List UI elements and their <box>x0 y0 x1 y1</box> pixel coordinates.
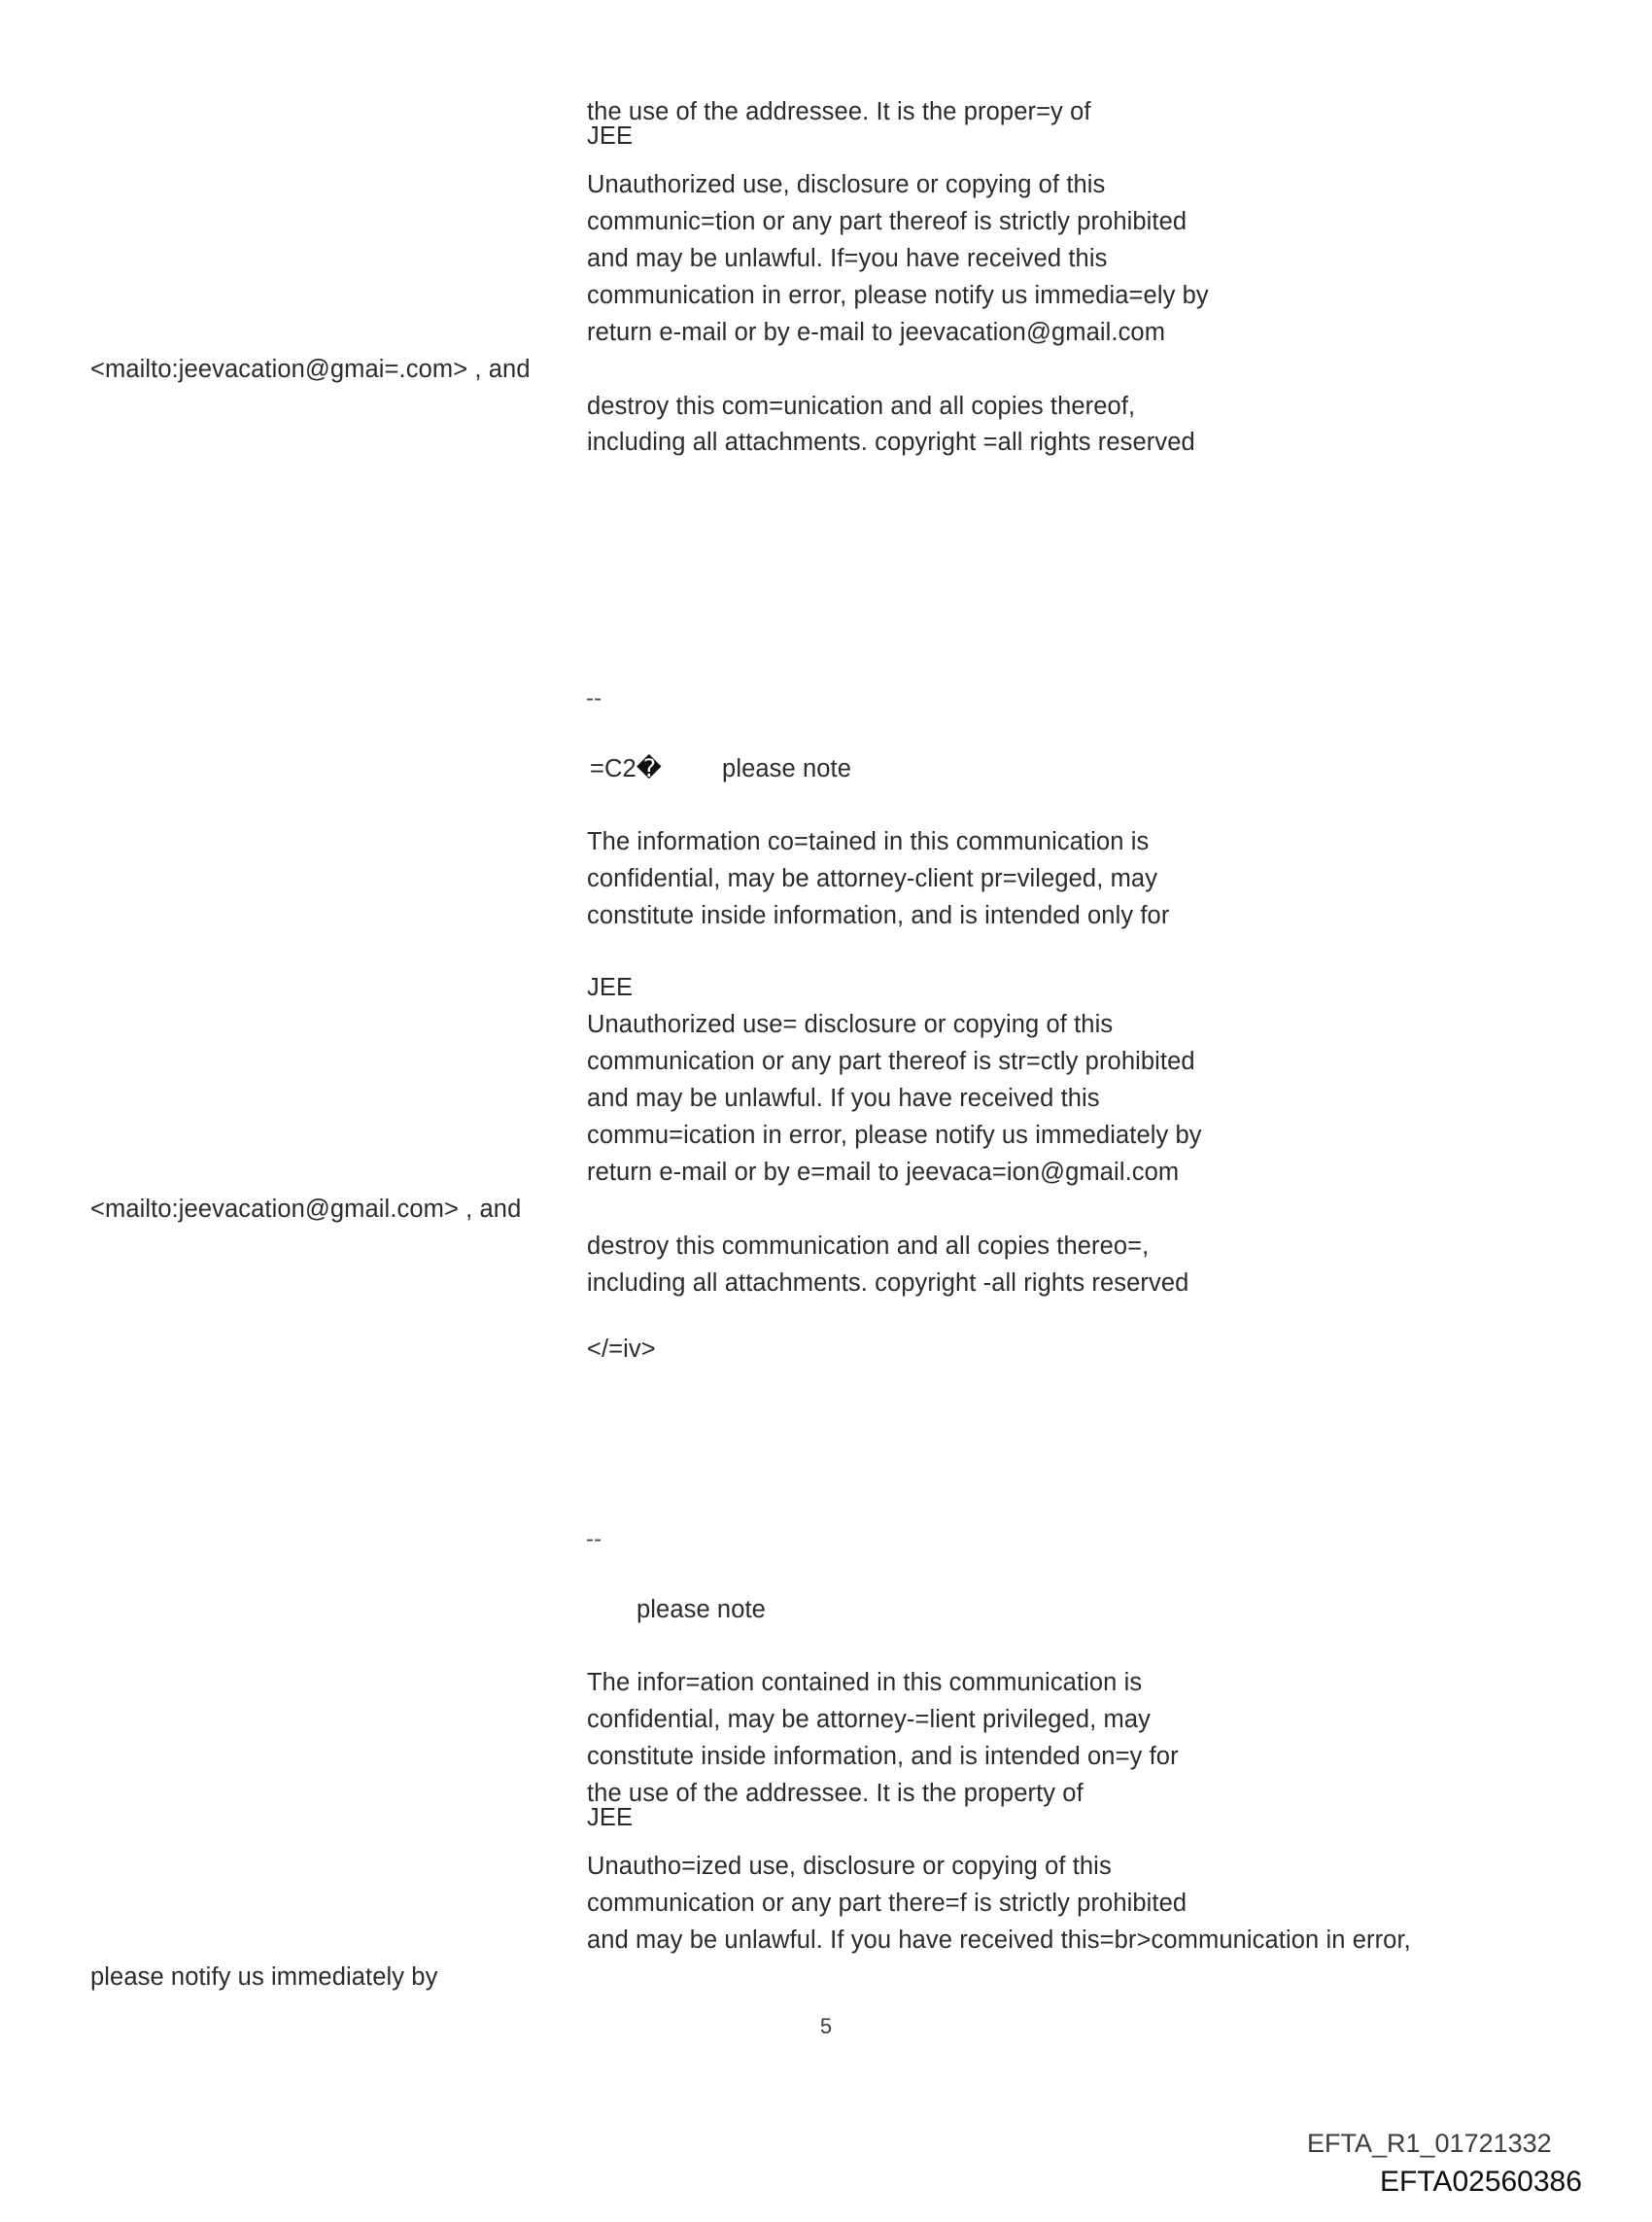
text-line: and may be unlawful. If you have received this=br>communication in error, <box>587 1927 1411 1954</box>
mailto-line: <mailto:jeevacation@gmai=.com> , and <box>90 356 531 383</box>
page-number: 5 <box>819 2014 833 2038</box>
text-line: the use of the addressee. It is the proper=y of <box>587 98 1091 125</box>
text-line: destroy this communication and all copies thereo=, <box>587 1233 1150 1260</box>
text-line: please notify us immediately by <box>90 1963 438 1991</box>
mailto-line: <mailto:jeevacation@gmail.com> , and <box>90 1196 522 1223</box>
quoted-printable-prefix: =C2 <box>590 755 637 782</box>
text-line: JEE <box>587 122 634 150</box>
text-line: communic=tion or any part thereof is strictly prohibited <box>587 208 1187 235</box>
text-line: communication or any part thereof is str=ctly prohibited <box>587 1048 1195 1075</box>
text-line: communication or any part there=f is strictly prohibited <box>587 1890 1187 1917</box>
please-note-heading-3: please note <box>637 1596 766 1623</box>
text-line: Unauthorized use= disclosure or copying of this <box>587 1011 1114 1038</box>
text-line: the use of the addressee. It is the property of <box>587 1780 1084 1807</box>
signature-separator: -- <box>586 1526 602 1552</box>
text-line: communication in error, please notify us immedia=ely by <box>587 282 1209 309</box>
text-line: and may be unlawful. If you have received this <box>587 1085 1100 1112</box>
text-line: The information co=tained in this communication is <box>587 828 1150 855</box>
text-line: and may be unlawful. If=you have received this <box>587 245 1108 272</box>
text-line: The infor=ation contained in this communication is <box>587 1669 1143 1696</box>
text-line: confidential, may be attorney-=lient privileged, may <box>587 1706 1151 1733</box>
bates-number-stamp: EFTA02560386 <box>1380 2166 1582 2198</box>
html-closing-tag-artifact: </=iv> <box>587 1336 656 1363</box>
bates-number-production: EFTA_R1_01721332 <box>1307 2129 1552 2158</box>
replacement-char-glyph: � <box>636 755 663 782</box>
text-line: commu=ication in error, please notify us immediately by <box>587 1122 1202 1149</box>
please-note-heading-2 <box>590 751 851 787</box>
text-line: constitute inside information, and is intended on=y for <box>587 1743 1179 1770</box>
text-line: JEE <box>587 1804 634 1831</box>
please-note-label: please note <box>722 755 852 782</box>
text-line: including all attachments. copyright -all rights reserved <box>587 1269 1189 1297</box>
text-line: constitute inside information, and is intended only for <box>587 902 1170 929</box>
text-line: Unauthorized use, disclosure or copying of this <box>587 171 1106 198</box>
text-line: JEE <box>587 974 634 1001</box>
text-line: return e-mail or by e-mail to jeevacation@gmail.com <box>587 319 1166 346</box>
text-line: return e-mail or by e=mail to jeevaca=ion@gmail.com <box>587 1159 1180 1186</box>
text-line: destroy this com=unication and all copies thereof, <box>587 393 1136 420</box>
text-line: confidential, may be attorney-client pr=vileged, may <box>587 865 1158 892</box>
text-line: Unautho=ized use, disclosure or copying of this <box>587 1853 1112 1880</box>
signature-separator: -- <box>586 685 602 712</box>
text-line: including all attachments. copyright =all rights reserved <box>587 429 1195 456</box>
